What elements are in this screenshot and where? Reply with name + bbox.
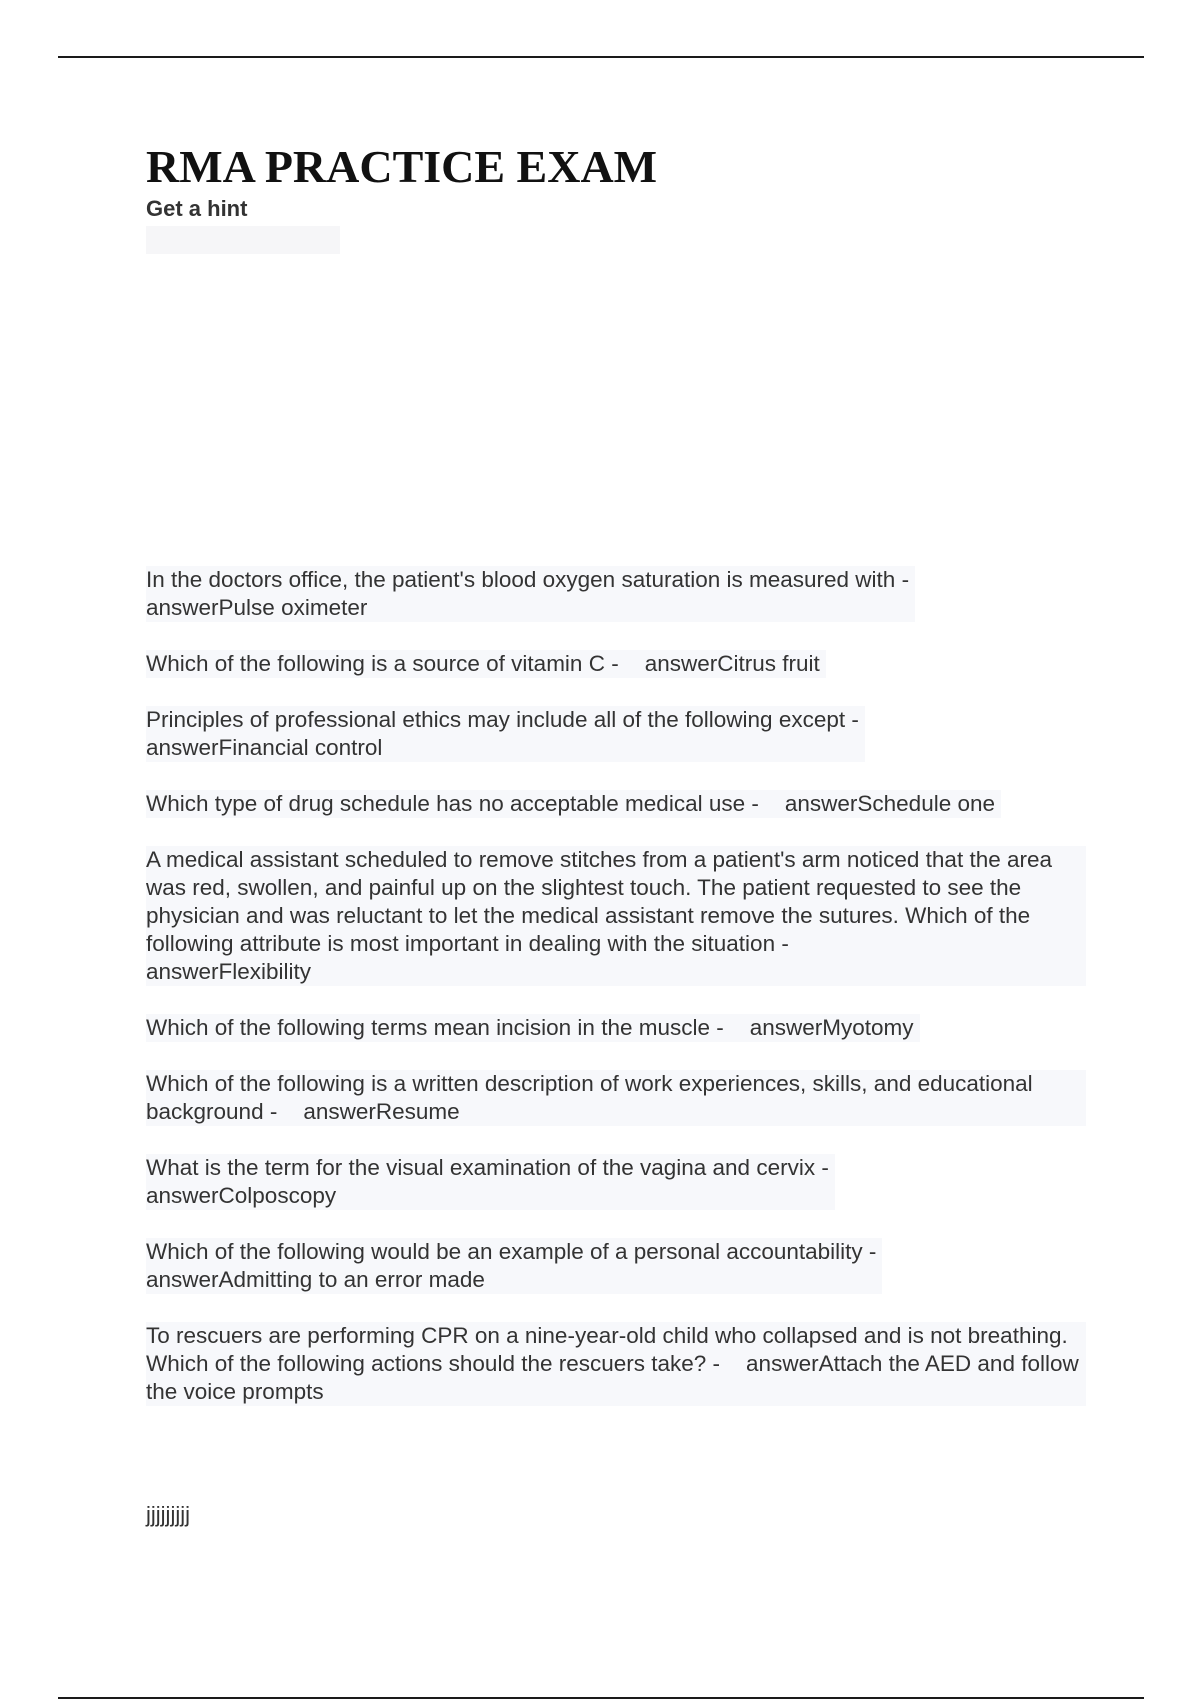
footer-text: jjjjjjjjj — [146, 1502, 190, 1527]
question-text: In the doctors office, the patient's blood oxygen saturation is measured with - — [146, 567, 910, 592]
qa-list — [146, 566, 1086, 1434]
qa-item — [146, 846, 1086, 986]
answer-text: answerResume — [303, 1099, 460, 1124]
qa-item — [146, 1238, 882, 1294]
qa-item — [146, 1014, 920, 1042]
answer-text: answerPulse oximeter — [146, 595, 368, 620]
answer-text: answerMyotomy — [749, 1015, 914, 1040]
page-title: RMA PRACTICE EXAM — [146, 141, 658, 192]
top-rule — [58, 56, 1144, 58]
question-text: A medical assistant scheduled to remove stitches from a patient's arm noticed that the area was red, swollen, and painful up on the slightest touch. The patient requested to see the physician and was reluctant to let the medical assistant remove the sutures. Which of the following attribute is most important in dealing with the situation - — [146, 847, 1053, 956]
answer-text: answerAdmitting to an error made — [146, 1267, 485, 1292]
qa-item — [146, 1070, 1086, 1126]
answer-text: answerSchedule one — [784, 791, 996, 816]
question-text: Which of the following terms mean incision in the muscle - — [146, 1015, 724, 1040]
document-body — [146, 140, 1086, 1434]
question-text: Which type of drug schedule has no acceptable medical use - — [146, 791, 759, 816]
bottom-rule — [58, 1697, 1144, 1699]
qa-item — [146, 650, 826, 678]
hint-box[interactable] — [146, 226, 340, 254]
question-text: Principles of professional ethics may include all of the following except - — [146, 707, 859, 732]
answer-text: answerColposcopy — [146, 1183, 337, 1208]
question-text: Which of the following would be an example of a personal accountability - — [146, 1239, 877, 1264]
qa-item — [146, 706, 865, 762]
qa-item — [146, 566, 915, 622]
question-text: What is the term for the visual examination of the vagina and cervix - — [146, 1155, 829, 1180]
answer-text: answerFinancial control — [146, 735, 383, 760]
qa-item — [146, 1154, 835, 1210]
question-text: To rescuers are performing CPR on a nine-year-old child who collapsed and is not breathing. Which of the following actions should the rescuers take? - — [146, 1323, 1068, 1376]
answer-text: answerAttach the AED and follow the voice prompts — [146, 1351, 1079, 1404]
answer-text: answerCitrus fruit — [644, 651, 820, 676]
question-text: Which of the following is a written description of work experiences, skills, and educational background - — [146, 1071, 1033, 1124]
answer-text: answerFlexibility — [146, 959, 312, 984]
get-a-hint-label[interactable]: Get a hint — [146, 196, 248, 221]
qa-item — [146, 1322, 1086, 1406]
qa-item — [146, 790, 1001, 818]
question-text: Which of the following is a source of vitamin C - — [146, 651, 619, 676]
